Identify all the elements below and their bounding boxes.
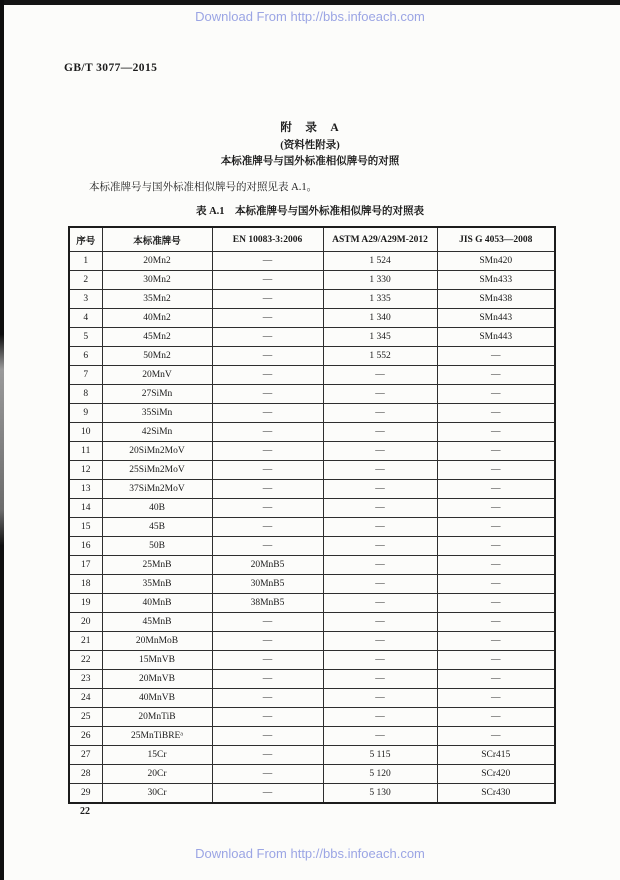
- cell-jis: —: [437, 366, 555, 385]
- cell-grade: 30Mn2: [102, 271, 212, 290]
- cell-seq: 21: [69, 632, 102, 651]
- table-row: [69, 366, 555, 385]
- cell-astm: 1 552: [323, 347, 437, 366]
- cell-grade: 20MnV: [102, 366, 212, 385]
- cell-en: 30MnB5: [212, 575, 323, 594]
- cell-seq: 26: [69, 727, 102, 746]
- cell-astm: —: [323, 499, 437, 518]
- table-row: [69, 404, 555, 423]
- cell-astm: —: [323, 442, 437, 461]
- cell-jis: —: [437, 556, 555, 575]
- appendix-heading: 本标准牌号与国外标准相似牌号的对照: [220, 156, 400, 167]
- cell-astm: —: [323, 518, 437, 537]
- cell-seq: 28: [69, 765, 102, 784]
- cell-seq: 16: [69, 537, 102, 556]
- cell-seq: 19: [69, 594, 102, 613]
- watermark-bottom: Download From http://bbs.infoeach.com: [195, 846, 425, 861]
- cell-jis: SMn443: [437, 309, 555, 328]
- table-row: [69, 518, 555, 537]
- cell-jis: —: [437, 632, 555, 651]
- cell-grade: 35SiMn: [102, 404, 212, 423]
- cell-en: —: [212, 689, 323, 708]
- cell-astm: 5 115: [323, 746, 437, 765]
- cell-astm: 5 130: [323, 784, 437, 804]
- cell-en: —: [212, 537, 323, 556]
- table-row: [69, 651, 555, 670]
- table-caption: 表 A.1 本标准牌号与国外标准相似牌号的对照表: [195, 206, 425, 217]
- cell-seq: 7: [69, 366, 102, 385]
- cell-en: —: [212, 328, 323, 347]
- cell-en: —: [212, 651, 323, 670]
- table-row: [69, 727, 555, 746]
- cell-astm: —: [323, 708, 437, 727]
- cell-jis: —: [437, 499, 555, 518]
- cell-en: —: [212, 708, 323, 727]
- cell-jis: —: [437, 404, 555, 423]
- cell-seq: 2: [69, 271, 102, 290]
- cell-seq: 10: [69, 423, 102, 442]
- table-row: [69, 632, 555, 651]
- cell-jis: SMn420: [437, 252, 555, 271]
- column-header-astm: ASTM A29/A29M-2012: [323, 227, 437, 252]
- cell-jis: —: [437, 461, 555, 480]
- cell-grade: 45MnB: [102, 613, 212, 632]
- cell-en: —: [212, 670, 323, 689]
- table-row: [69, 746, 555, 765]
- cell-jis: —: [437, 575, 555, 594]
- table-row: [69, 575, 555, 594]
- cell-seq: 27: [69, 746, 102, 765]
- cell-grade: 20MnMoB: [102, 632, 212, 651]
- cell-astm: —: [323, 594, 437, 613]
- column-header-grade: 本标准牌号: [102, 227, 212, 252]
- cell-en: —: [212, 385, 323, 404]
- cell-seq: 11: [69, 442, 102, 461]
- cell-grade: 37SiMn2MoV: [102, 480, 212, 499]
- cell-grade: 50B: [102, 537, 212, 556]
- cell-astm: —: [323, 461, 437, 480]
- cell-grade: 42SiMn: [102, 423, 212, 442]
- cell-grade: 27SiMn: [102, 385, 212, 404]
- cell-astm: 1 340: [323, 309, 437, 328]
- cell-grade: 20SiMn2MoV: [102, 442, 212, 461]
- table-row: [69, 461, 555, 480]
- column-header-seq: 序号: [69, 227, 102, 252]
- cell-en: —: [212, 480, 323, 499]
- cell-grade: 20MnTiB: [102, 708, 212, 727]
- cell-grade: 25SiMn2MoV: [102, 461, 212, 480]
- table-row: [69, 784, 555, 804]
- cell-en: —: [212, 252, 323, 271]
- cell-astm: 5 120: [323, 765, 437, 784]
- cell-en: —: [212, 765, 323, 784]
- cell-seq: 24: [69, 689, 102, 708]
- cell-grade: 40MnB: [102, 594, 212, 613]
- column-header-jis: JIS G 4053—2008: [437, 227, 555, 252]
- table-row: [69, 556, 555, 575]
- cell-grade: 25MnTiBREᵃ: [102, 727, 212, 746]
- doc-number: GB/T 3077—2015: [64, 62, 158, 74]
- cell-seq: 3: [69, 290, 102, 309]
- cell-en: —: [212, 347, 323, 366]
- cell-astm: —: [323, 575, 437, 594]
- cell-en: —: [212, 461, 323, 480]
- cell-jis: SCr415: [437, 746, 555, 765]
- cell-en: 20MnB5: [212, 556, 323, 575]
- cell-en: —: [212, 499, 323, 518]
- table-row: [69, 252, 555, 271]
- table-row: [69, 347, 555, 366]
- cell-en: —: [212, 271, 323, 290]
- intro-paragraph: 本标准牌号与国外标准相似牌号的对照见表 A.1。: [89, 182, 318, 193]
- cell-seq: 23: [69, 670, 102, 689]
- table-row: [69, 594, 555, 613]
- cell-grade: 30Cr: [102, 784, 212, 804]
- cell-en: 38MnB5: [212, 594, 323, 613]
- cell-jis: SMn433: [437, 271, 555, 290]
- cell-astm: —: [323, 556, 437, 575]
- cell-grade: 25MnB: [102, 556, 212, 575]
- cell-jis: —: [437, 423, 555, 442]
- cell-jis: SMn438: [437, 290, 555, 309]
- cell-jis: —: [437, 689, 555, 708]
- cell-grade: 35Mn2: [102, 290, 212, 309]
- cell-seq: 1: [69, 252, 102, 271]
- cell-en: —: [212, 442, 323, 461]
- cell-en: —: [212, 423, 323, 442]
- cell-astm: 1 335: [323, 290, 437, 309]
- cell-seq: 25: [69, 708, 102, 727]
- cell-seq: 15: [69, 518, 102, 537]
- cell-jis: SMn443: [437, 328, 555, 347]
- cell-seq: 4: [69, 309, 102, 328]
- cell-en: —: [212, 727, 323, 746]
- cell-jis: —: [437, 347, 555, 366]
- cell-en: —: [212, 366, 323, 385]
- cell-jis: —: [437, 708, 555, 727]
- cell-jis: —: [437, 727, 555, 746]
- cell-astm: —: [323, 632, 437, 651]
- cell-grade: 45B: [102, 518, 212, 537]
- cell-seq: 29: [69, 784, 102, 804]
- cell-seq: 13: [69, 480, 102, 499]
- watermark-top: Download From http://bbs.infoeach.com: [195, 9, 425, 24]
- cell-astm: 1 524: [323, 252, 437, 271]
- table-row: [69, 613, 555, 632]
- comparison-table: [68, 226, 556, 804]
- cell-grade: 35MnB: [102, 575, 212, 594]
- cell-en: —: [212, 746, 323, 765]
- table-header-row: [69, 227, 555, 252]
- table-row: [69, 670, 555, 689]
- cell-jis: —: [437, 537, 555, 556]
- cell-jis: —: [437, 480, 555, 499]
- cell-astm: —: [323, 480, 437, 499]
- cell-grade: 15MnVB: [102, 651, 212, 670]
- table-row: [69, 442, 555, 461]
- cell-astm: —: [323, 423, 437, 442]
- cell-astm: —: [323, 727, 437, 746]
- cell-astm: —: [323, 385, 437, 404]
- table-row: [69, 328, 555, 347]
- table-row: [69, 480, 555, 499]
- cell-grade: 45Mn2: [102, 328, 212, 347]
- table-row: [69, 499, 555, 518]
- cell-grade: 20Mn2: [102, 252, 212, 271]
- cell-seq: 12: [69, 461, 102, 480]
- cell-en: —: [212, 290, 323, 309]
- appendix-title: 附 录 A: [280, 122, 340, 134]
- cell-grade: 40Mn2: [102, 309, 212, 328]
- cell-seq: 20: [69, 613, 102, 632]
- page-number: 22: [80, 806, 90, 817]
- cell-astm: 1 345: [323, 328, 437, 347]
- cell-astm: —: [323, 537, 437, 556]
- cell-astm: —: [323, 689, 437, 708]
- cell-astm: —: [323, 670, 437, 689]
- cell-astm: —: [323, 366, 437, 385]
- cell-seq: 8: [69, 385, 102, 404]
- cell-grade: 20MnVB: [102, 670, 212, 689]
- cell-seq: 17: [69, 556, 102, 575]
- cell-seq: 5: [69, 328, 102, 347]
- table-row: [69, 385, 555, 404]
- cell-grade: 15Cr: [102, 746, 212, 765]
- cell-seq: 6: [69, 347, 102, 366]
- cell-en: —: [212, 613, 323, 632]
- cell-astm: —: [323, 651, 437, 670]
- cell-jis: SCr420: [437, 765, 555, 784]
- cell-grade: 20Cr: [102, 765, 212, 784]
- cell-jis: —: [437, 518, 555, 537]
- cell-seq: 9: [69, 404, 102, 423]
- cell-grade: 50Mn2: [102, 347, 212, 366]
- table-row: [69, 290, 555, 309]
- cell-seq: 18: [69, 575, 102, 594]
- cell-jis: —: [437, 594, 555, 613]
- table-row: [69, 271, 555, 290]
- cell-grade: 40B: [102, 499, 212, 518]
- cell-astm: —: [323, 404, 437, 423]
- cell-en: —: [212, 404, 323, 423]
- scan-edge-top: [0, 0, 620, 5]
- table-row: [69, 537, 555, 556]
- cell-jis: —: [437, 613, 555, 632]
- table-row: [69, 309, 555, 328]
- cell-grade: 40MnVB: [102, 689, 212, 708]
- table-row: [69, 423, 555, 442]
- cell-jis: —: [437, 651, 555, 670]
- cell-seq: 14: [69, 499, 102, 518]
- cell-astm: 1 330: [323, 271, 437, 290]
- cell-en: —: [212, 518, 323, 537]
- cell-seq: 22: [69, 651, 102, 670]
- column-header-en: EN 10083-3:2006: [212, 227, 323, 252]
- cell-jis: SCr430: [437, 784, 555, 804]
- cell-en: —: [212, 632, 323, 651]
- cell-en: —: [212, 784, 323, 804]
- cell-jis: —: [437, 385, 555, 404]
- table-row: [69, 689, 555, 708]
- cell-astm: —: [323, 613, 437, 632]
- cell-jis: —: [437, 442, 555, 461]
- cell-en: —: [212, 309, 323, 328]
- cell-jis: —: [437, 670, 555, 689]
- table-row: [69, 708, 555, 727]
- table-row: [69, 765, 555, 784]
- appendix-subtitle: (资料性附录): [280, 140, 340, 151]
